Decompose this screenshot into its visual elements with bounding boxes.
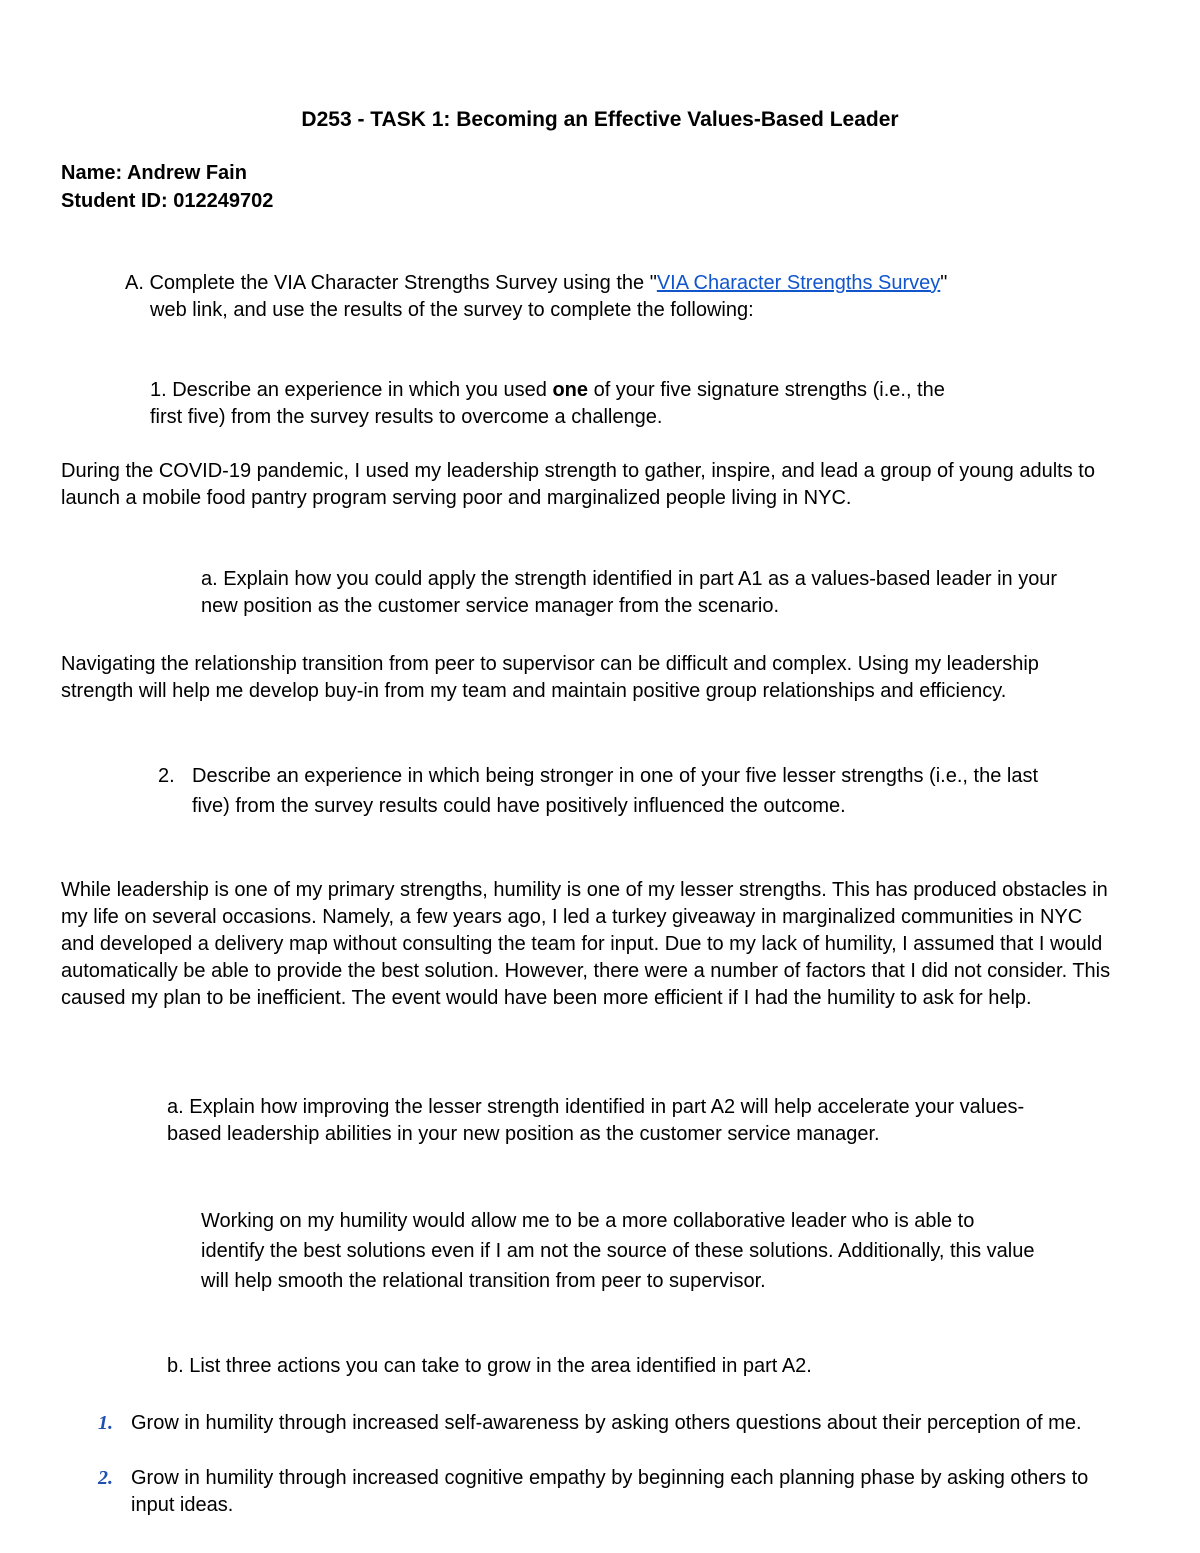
question-1-answer: During the COVID-19 pandemic, I used my leadership strength to gather, inspire, and lead a group of young adults to launch a mobile food pantry program serving poor and marginalized people living in NYC. [61, 460, 1095, 509]
question-2-prompt: Describe an experience in which being stronger in one of your five lesser strengths (i.e., the last five) from the survey results could have positively influenced the outcome. [192, 765, 1038, 817]
action-item: Grow in humility through increased cognitive empathy by beginning each planning phase by asking others to input ideas. [131, 1467, 1089, 1516]
action-item: Grow in humility through increased self-awareness by asking others questions about their perception of me. [131, 1412, 1082, 1434]
question-2a-prompt: a. Explain how improving the lesser strength identified in part A2 will help accelerate your values-based leadership abilities in your new position as the customer service manager. [167, 1096, 1025, 1145]
question-1-prompt-start: 1. Describe an experience in which you used [150, 379, 553, 401]
question-1-prompt-end: of your five signature strengths (i.e., the [588, 379, 945, 401]
student-id: Student ID: 012249702 [61, 190, 274, 212]
action-number: 2. [98, 1467, 113, 1489]
section-a-prompt-quote: " [940, 272, 948, 294]
question-2b-prompt: b. List three actions you can take to grow in the area identified in part A2. [167, 1355, 812, 1377]
section-a-prompt-line2: web link, and use the results of the survey to complete the following: [150, 299, 754, 321]
question-1a-answer: Navigating the relationship transition from peer to supervisor can be difficult and complex. Using my leadership strength will help me develop buy-in from my team and maintain positive group relationships and efficiency. [61, 653, 1039, 702]
question-2-answer: While leadership is one of my primary strengths, humility is one of my lesser strengths. This has produced obstacles in my life on several occasions. Namely, a few years ago, I led a turkey giveaway in marginalized communities in NYC and developed a delivery map without consulting the team for input. Due to my lack of humility, I assumed that I would automatically be able to provide the best solution. However, there were a number of factors that I did not consider. This caused my plan to be inefficient. The event would have been more efficient if I had the humility to ask for help. [61, 879, 1111, 1009]
question-2-number: 2. [158, 765, 175, 787]
document-title: D253 - TASK 1: Becoming an Effective Values-Based Leader [301, 108, 899, 131]
action-number: 1. [98, 1412, 113, 1434]
question-1-prompt-line2: first five) from the survey results to overcome a challenge. [150, 406, 663, 428]
via-survey-link[interactable]: VIA Character Strengths Survey [656, 272, 941, 294]
question-2a-answer: Working on my humility would allow me to be a more collaborative leader who is able to identify the best solutions even if I am not the source of these solutions. Additionally, this value will help smooth the relational transition from peer to supervisor. [201, 1210, 1035, 1292]
question-1a-prompt: a. Explain how you could apply the strength identified in part A1 as a values-based leader in your new position as the customer service manager from the scenario. [201, 568, 1058, 617]
student-name: Name: Andrew Fain [61, 162, 247, 184]
section-a-prompt-start: A. Complete the VIA Character Strengths Survey using the " [125, 272, 657, 294]
question-1-prompt [150, 377, 1130, 404]
section-a-prompt [125, 270, 1125, 297]
question-1-emphasis: one [552, 379, 589, 401]
